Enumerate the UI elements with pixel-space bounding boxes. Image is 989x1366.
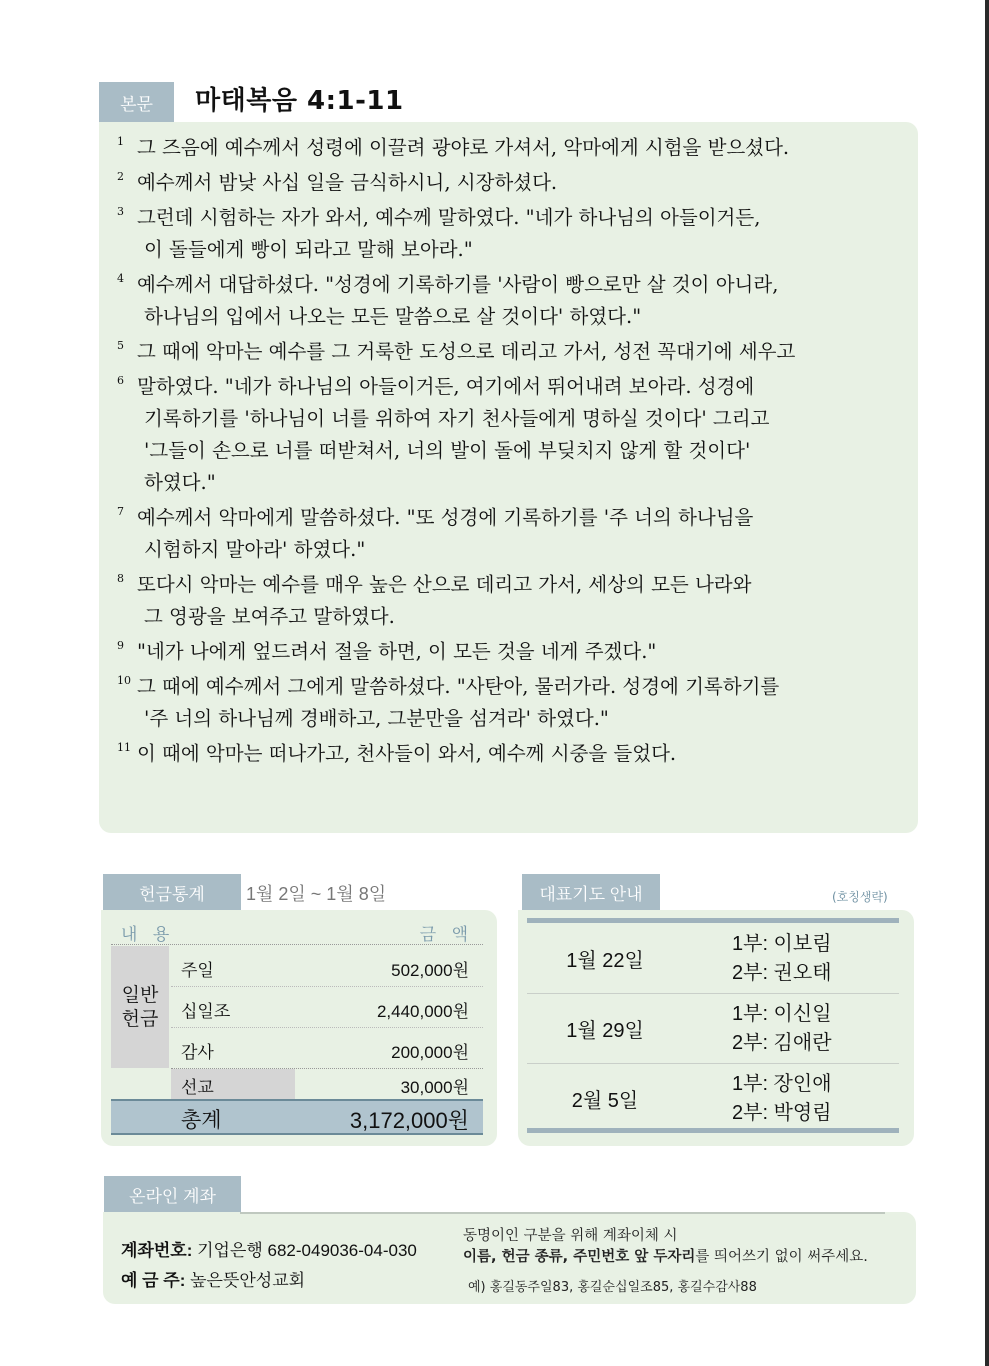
notice-bold: 이름, 헌금 종류, 주민번호 앞 두자리: [463, 1249, 696, 1265]
verse-line: 이 돌들에게 빵이 되라고 말해 보아라.": [144, 238, 473, 261]
general-offering-cell: [111, 946, 169, 1068]
total-amount: 3,172,000원: [349, 1108, 469, 1133]
verse-number: 4: [117, 272, 124, 285]
scripture-box: [99, 122, 918, 833]
verse-line: 하나님의 입에서 나오는 모든 말씀으로 살 것이다' 하였다.": [144, 305, 642, 328]
verse-number: 3: [117, 205, 124, 218]
general-label-2: 헌금: [121, 1008, 159, 1030]
verse-line: 말하였다. "네가 하나님의 아들이거든, 여기에서 뛰어내려 보아라. 성경에: [137, 375, 755, 398]
header-content: 내 용: [121, 925, 175, 945]
table-row: [171, 1028, 483, 1069]
prayer-date: 2월 5일: [571, 1089, 639, 1112]
total-row: [111, 1099, 483, 1135]
account-holder-value: 높은뜻안성교회: [190, 1271, 306, 1290]
account-number: [121, 1236, 417, 1261]
verse-line: 예수께서 대답하셨다. "성경에 기록하기를 '사람이 빵으로만 살 것이 아니라,: [137, 273, 779, 296]
row-label: 감사: [181, 1043, 214, 1063]
verse: [117, 269, 907, 333]
first-service: 1부: 장인애: [732, 1073, 832, 1095]
verse-line: 기록하기를 '하나님이 너를 위하여 자기 천사들에게 명하실 것이다' 그리고: [144, 407, 770, 430]
verse-number: 7: [117, 505, 124, 518]
verse-line: 예수께서 악마에게 말씀하셨다. "또 성경에 기록하기를 '주 너의 하나님을: [137, 506, 754, 529]
first-service: 1부: 이신일: [732, 1003, 832, 1025]
total-label: 총계: [181, 1108, 222, 1132]
offering-period: 1월 2일 ~ 1월 8일: [246, 884, 387, 904]
verse: [117, 502, 907, 566]
row-label: 주일: [181, 961, 214, 981]
verse: [117, 636, 907, 668]
divider: [527, 1128, 899, 1133]
general-label-1: 일반: [121, 984, 159, 1006]
verse-number: 6: [117, 374, 124, 387]
offering-table: [101, 910, 497, 1146]
notice-line-2: [463, 1245, 868, 1266]
verse-number: 9: [117, 639, 124, 652]
account-box: [103, 1212, 916, 1304]
verse-line: 또다시 악마는 예수를 매우 높은 산으로 데리고 가서, 세상의 모든 나라와: [137, 573, 752, 596]
table-row: [171, 946, 483, 987]
verse-line: 하였다.": [144, 471, 216, 494]
divider: [240, 1212, 885, 1214]
account-holder: [121, 1266, 305, 1291]
mission-label: 선교: [181, 1078, 214, 1098]
prayer-names: [732, 1000, 832, 1058]
verse: [117, 167, 907, 199]
verse-line: '그들이 손으로 너를 떠받쳐서, 너의 발이 돌에 부딪치지 않게 할 것이다': [144, 439, 751, 462]
prayer-row: [527, 993, 899, 1064]
verse-line: 그 영광을 보여주고 말하였다.: [144, 605, 395, 628]
verse-number: 11: [117, 741, 131, 754]
row-label: 십일조: [181, 1002, 231, 1022]
passage-title: 마태복음 4:1-11: [195, 86, 404, 116]
verse-number: 10: [117, 674, 131, 687]
verse-number: 8: [117, 572, 124, 585]
account-holder-label: 예 금 주:: [121, 1271, 186, 1290]
prayer-tag: 대표기도 안내: [522, 874, 660, 910]
notice-line-1: 동명이인 구분을 위해 계좌이체 시: [463, 1228, 678, 1244]
row-amount: 502,000원: [391, 961, 469, 980]
first-service: 1부: 이보림: [732, 933, 832, 955]
account-number-label: 계좌번호:: [121, 1241, 193, 1260]
offering-tag: 헌금통계: [103, 874, 241, 910]
prayer-schedule: [518, 910, 914, 1146]
account-number-value: 기업은행 682-049036-04-030: [197, 1241, 417, 1260]
second-service: 2부: 김애란: [732, 1032, 832, 1054]
verse-number: 1: [117, 135, 124, 148]
prayer-date: 1월 22일: [566, 949, 644, 972]
prayer-row: [527, 923, 899, 994]
header-amount: 금 액: [419, 925, 473, 945]
row-amount: 200,000원: [391, 1043, 469, 1062]
verse: [117, 132, 907, 164]
verse-line: 시험하지 말아라' 하였다.": [144, 538, 366, 561]
prayer-names: [732, 930, 832, 988]
verse: [117, 371, 907, 499]
mission-row: [111, 1069, 483, 1099]
notice-example: 예) 홍길동주일83, 홍길순십일조85, 홍길수감사88: [468, 1280, 757, 1295]
account-tag: 온라인 계좌: [104, 1176, 241, 1212]
verse: [117, 202, 907, 266]
verse-line: 그 즈음에 예수께서 성령에 이끌려 광야로 가셔서, 악마에게 시험을 받으셨다.: [137, 136, 790, 159]
second-service: 2부: 권오태: [732, 962, 832, 984]
verse-line: "네가 나에게 엎드려서 절을 하면, 이 모든 것을 네게 주겠다.": [137, 640, 657, 663]
second-service: 2부: 박영림: [732, 1102, 832, 1124]
notice-rest: 를 띄어쓰기 없이 써주세요.: [695, 1249, 868, 1265]
verse-line: 예수께서 밤낮 사십 일을 금식하시니, 시장하셨다.: [137, 171, 558, 194]
verse: [117, 671, 907, 735]
verse: [117, 569, 907, 633]
prayer-date: 1월 29일: [566, 1019, 644, 1042]
page-edge: [985, 0, 989, 1366]
verse-list: [117, 132, 907, 773]
prayer-row: [527, 1063, 899, 1133]
verse-line: 그 때에 악마는 예수를 그 거룩한 도성으로 데리고 가서, 성전 꼭대기에 세우고: [137, 340, 796, 363]
prayer-names: [732, 1070, 832, 1128]
verse-line: 이 때에 악마는 떠나가고, 천사들이 와서, 예수께 시중을 들었다.: [137, 742, 677, 765]
mission-amount: 30,000원: [400, 1078, 469, 1097]
verse-line: 그 때에 예수께서 그에게 말씀하셨다. "사탄아, 물러가라. 성경에 기록하기를: [137, 675, 780, 698]
verse: [117, 738, 907, 770]
table-row: [171, 987, 483, 1028]
offering-header: [111, 918, 483, 945]
scripture-tag: 본문: [99, 82, 174, 122]
verse-line: '주 너의 하나님께 경배하고, 그분만을 섬겨라' 하였다.": [144, 707, 609, 730]
verse: [117, 336, 907, 368]
row-amount: 2,440,000원: [376, 1002, 469, 1021]
honorific-note: (호칭생략): [832, 890, 888, 904]
verse-line: 그런데 시험하는 자가 와서, 예수께 말하였다. "네가 하나님의 아들이거든,: [137, 206, 761, 229]
verse-number: 2: [117, 170, 124, 183]
verse-number: 5: [117, 339, 124, 352]
